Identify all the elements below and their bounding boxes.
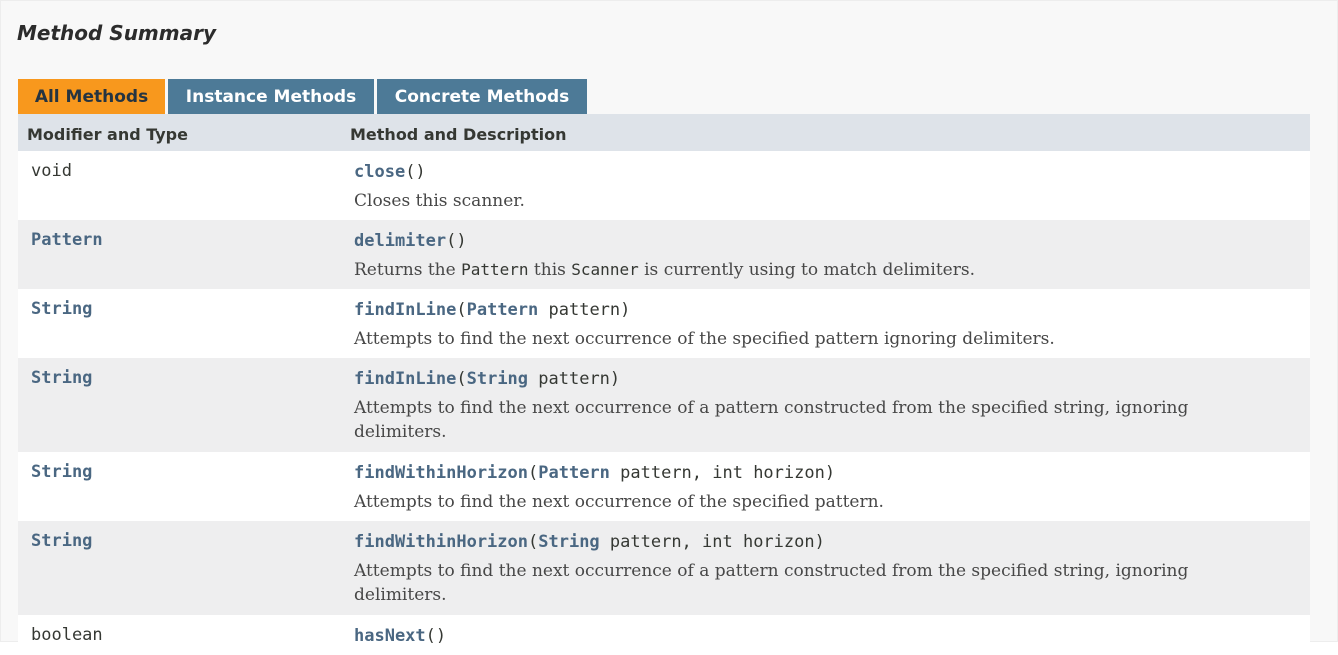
param-type-link[interactable]: String bbox=[538, 532, 600, 552]
method-params: () bbox=[405, 162, 426, 182]
method-description: Closes this scanner. bbox=[354, 191, 525, 211]
method-description: Attempts to find the next occurrence of the specified pattern. bbox=[354, 492, 884, 512]
method-signature bbox=[354, 230, 1254, 252]
tab-all-methods[interactable]: All Methods bbox=[18, 79, 165, 114]
method-link[interactable]: close bbox=[354, 162, 406, 182]
return-type-link[interactable]: String bbox=[31, 299, 93, 319]
method-params: () bbox=[446, 231, 467, 251]
description-text: this bbox=[528, 260, 572, 280]
method-description: Attempts to find the next occurrence of the specified pattern ignoring delimiters. bbox=[354, 329, 1055, 349]
method-params: ( bbox=[456, 369, 467, 389]
method-signature bbox=[354, 625, 1254, 647]
param-type-link[interactable]: Pattern bbox=[466, 300, 539, 320]
method-params: () bbox=[425, 626, 447, 646]
table-header bbox=[18, 114, 1310, 151]
table-row bbox=[18, 358, 1310, 452]
column-header-method-description: Method and Description bbox=[350, 125, 567, 144]
return-type-link[interactable]: String bbox=[31, 531, 93, 551]
method-params: pattern) bbox=[538, 300, 631, 320]
method-cell bbox=[354, 625, 1254, 647]
method-link[interactable]: findInLine bbox=[354, 300, 457, 320]
table-row bbox=[18, 151, 1310, 220]
method-cell bbox=[354, 531, 1254, 607]
method-link[interactable]: delimiter bbox=[354, 231, 447, 251]
description-code: Scanner bbox=[571, 260, 639, 279]
tab-concrete-methods[interactable]: Concrete Methods bbox=[377, 79, 587, 114]
method-params: ( bbox=[528, 532, 539, 552]
column-header-modifier-type: Modifier and Type bbox=[27, 125, 188, 144]
table-row bbox=[18, 615, 1310, 655]
table-row bbox=[18, 452, 1310, 521]
description-code: Pattern bbox=[461, 260, 529, 279]
return-type-link[interactable]: Pattern bbox=[31, 230, 103, 250]
method-cell bbox=[354, 368, 1254, 444]
method-params: pattern) bbox=[528, 369, 621, 389]
method-cell bbox=[354, 230, 1254, 282]
description-text: is currently using to match delimiters. bbox=[638, 260, 975, 280]
return-type-link[interactable]: String bbox=[31, 368, 93, 388]
method-params: pattern, int horizon) bbox=[609, 463, 836, 483]
table-row bbox=[18, 289, 1310, 358]
table-row bbox=[18, 521, 1310, 615]
return-type: boolean bbox=[31, 625, 103, 645]
method-description: Attempts to find the next occurrence of a pattern constructed from the specified string, ignoring delimiters. bbox=[354, 398, 1189, 442]
param-type-link[interactable]: String bbox=[466, 369, 529, 389]
method-description bbox=[354, 258, 1254, 282]
method-cell bbox=[354, 299, 1254, 351]
method-signature bbox=[354, 462, 1254, 484]
param-type-link[interactable]: Pattern bbox=[538, 463, 610, 483]
method-link[interactable]: hasNext bbox=[354, 626, 426, 646]
method-signature bbox=[354, 299, 1254, 321]
method-link[interactable]: findWithinHorizon bbox=[354, 463, 528, 483]
method-signature bbox=[354, 531, 1254, 553]
method-link[interactable]: findWithinHorizon bbox=[354, 532, 528, 552]
method-signature bbox=[354, 368, 1254, 390]
method-cell bbox=[354, 462, 1254, 514]
method-description: Attempts to find the next occurrence of a pattern constructed from the specified string, ignoring delimiters. bbox=[354, 561, 1189, 605]
table-row bbox=[18, 220, 1310, 289]
method-params: ( bbox=[456, 300, 467, 320]
tab-instance-methods[interactable]: Instance Methods bbox=[168, 79, 374, 114]
method-params: pattern, int horizon) bbox=[599, 532, 825, 552]
return-type-link[interactable]: String bbox=[31, 462, 93, 482]
row-clip bbox=[18, 615, 1310, 646]
method-signature bbox=[354, 161, 1254, 183]
method-params: ( bbox=[528, 463, 539, 483]
description-text: Returns the bbox=[354, 260, 462, 280]
method-summary-table bbox=[18, 114, 1310, 655]
method-link[interactable]: findInLine bbox=[354, 369, 457, 389]
method-cell bbox=[354, 161, 1254, 213]
section-title: Method Summary bbox=[17, 21, 217, 45]
return-type: void bbox=[31, 161, 72, 181]
